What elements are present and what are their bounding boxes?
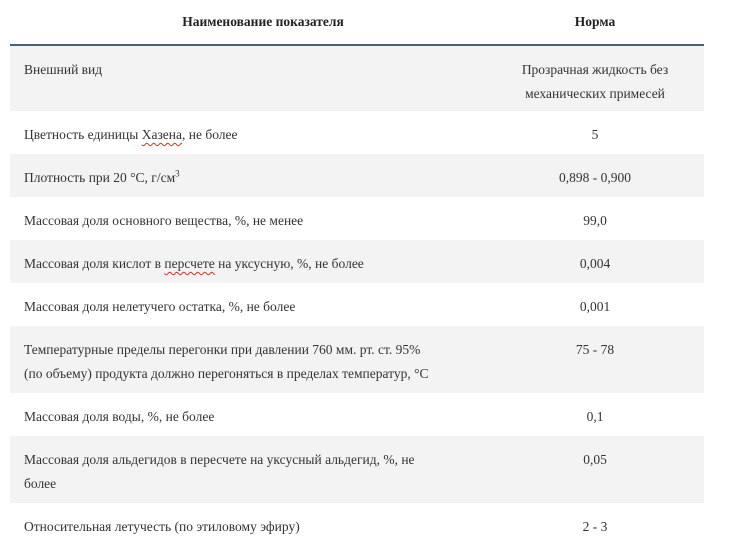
table-row	[10, 111, 704, 154]
table-row	[10, 436, 704, 503]
row-norm: 5	[591, 127, 599, 142]
row-norm: 0,004	[486, 240, 704, 283]
table-row	[10, 503, 704, 550]
row-name: Относительная летучесть (по этиловому эфиру)	[24, 519, 300, 534]
row-name-line: (по объему) продукта должно перегоняться в пределах температур, °С	[24, 366, 429, 381]
spellcheck-word: персчете	[164, 256, 215, 271]
table-row	[10, 393, 704, 436]
table-row	[10, 197, 704, 240]
row-name	[10, 326, 486, 393]
table-row	[10, 240, 704, 283]
row-name: Внешний вид	[10, 45, 486, 111]
table-row	[10, 154, 704, 197]
row-norm: 0,001	[579, 299, 611, 314]
row-name	[10, 240, 486, 283]
row-name-text: на уксусную, %, не более	[214, 256, 364, 271]
row-name: Массовая доля воды, %, не более	[24, 409, 215, 424]
row-name-text: Плотность при 20 °С, г/см	[24, 170, 176, 185]
row-norm: 0,1	[586, 409, 604, 424]
row-name-text: Цветность единицы	[24, 127, 142, 142]
row-norm-line: механических примесей	[525, 86, 665, 101]
header-indicator-name: Наименование показателя	[10, 0, 486, 45]
superscript: 3	[175, 168, 180, 179]
header-norm: Норма	[486, 0, 704, 45]
row-name-line: Температурные пределы перегонки при давлении 760 мм. рт. ст. 95%	[24, 342, 421, 357]
row-norm: 2 - 3	[582, 519, 608, 534]
row-name: Массовая доля нелетучего остатка, %, не более	[24, 299, 296, 314]
row-norm: 0,898 - 0,900	[486, 154, 704, 197]
table-row	[10, 283, 704, 326]
table-row	[10, 326, 704, 393]
row-name	[10, 154, 486, 197]
table-row	[10, 45, 704, 111]
row-name-text: , не более	[182, 127, 238, 142]
row-name: Массовая доля основного вещества, %, не менее	[24, 213, 304, 228]
row-norm: 75 - 78	[486, 326, 704, 393]
row-norm	[486, 45, 704, 111]
row-name-line: более	[24, 476, 57, 491]
table-header-row	[10, 0, 704, 45]
row-name-text: Массовая доля кислот в	[24, 256, 165, 271]
row-name-line: Массовая доля альдегидов в пересчете на уксусный альдегид, %, не	[24, 452, 415, 467]
row-norm: 99,0	[583, 213, 607, 228]
row-name	[10, 111, 486, 154]
row-norm-line: Прозрачная жидкость без	[521, 62, 669, 77]
specification-table-container	[10, 0, 704, 550]
specification-table	[10, 0, 704, 550]
row-name	[10, 436, 486, 503]
row-norm: 0,05	[486, 436, 704, 503]
spellcheck-word: Хазена	[141, 127, 182, 142]
